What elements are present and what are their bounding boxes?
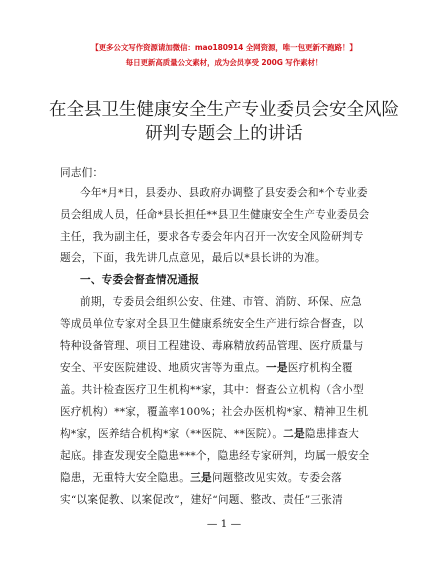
paragraph-1-line: 今年*月*日，县委办、县政府办调整了县安委会和*个专业委 xyxy=(80,187,368,199)
paragraph-1-line: 题会，下面，我先讲几点意见，最后以*县长讲的为准。 xyxy=(60,252,326,264)
emphasis-text: 三是 xyxy=(190,472,212,484)
body-text: 问题整改见实效。专委会落 xyxy=(211,472,342,484)
paragraph-2-line: 起底。排查发现安全隐患***个，隐患经专家研判，均属一般安全 xyxy=(60,450,370,462)
emphasis-text: 一是 xyxy=(266,362,288,374)
emphasis-text: 二是 xyxy=(283,428,305,440)
promo-banner-line-2: 每日更新高质量公文素材，成为会员享受 200G 写作素材！ xyxy=(125,58,323,67)
page-number: — 1 — xyxy=(206,518,242,530)
paragraph-2-line: 特种设备管理、项目工程建设、毒麻精放药品管理、医疗质量与 xyxy=(60,340,364,352)
paragraph-1-line: 主任，我为副主任，要求各专委会年内召开一次安全风险研判专 xyxy=(60,231,364,243)
paragraph-2-line: 医疗机构）**家，覆盖率100%；社会办医机构*家、精神卫生机 xyxy=(60,406,369,418)
paragraph-2-line: 等成员单位专家对全县卫生健康系统安全生产进行综合督查，以 xyxy=(60,318,364,330)
paragraph-2-line xyxy=(60,361,353,375)
section-heading-1: 一、专委会督查情况通报 xyxy=(80,274,200,286)
document-title-line-2: 研判专题会上的讲话 xyxy=(145,124,303,144)
paragraph-1-line: 员会组成人员，任命*县长担任**县卫生健康安全生产专业委员会 xyxy=(60,209,370,221)
paragraph-2-line: 盖。共计检查医疗卫生机构**家，其中：督查公立机构（含小型 xyxy=(60,384,364,396)
paragraph-2-line: 实“以案促教、以案促改”，建好“问题、整改、责任”三张清 xyxy=(60,494,343,506)
promo-banner-line-1: 【更多公文写作资源请加微信：mao180914 全网资源，唯一包更新不跑路！】 xyxy=(91,43,357,52)
body-text: 构*家，医养结合机构*家（**医院、**医院）。 xyxy=(60,428,284,440)
document-title-line-1: 在全县卫生健康安全生产专业委员会安全风险 xyxy=(49,100,399,120)
paragraph-2-line: 前期，专委员会组织公安、住建、市管、消防、环保、应急 xyxy=(80,296,362,308)
body-text: 医疗机构全覆 xyxy=(287,362,353,374)
salutation: 同志们： xyxy=(60,167,104,179)
body-text: 隐患，无重特大安全隐患。 xyxy=(60,472,191,484)
body-text: 安全、平安医院建设、地质灾害等为重点。 xyxy=(60,362,267,374)
body-text: 隐患排查大 xyxy=(304,428,360,440)
paragraph-2-line xyxy=(60,471,342,485)
paragraph-2-line xyxy=(60,427,359,441)
